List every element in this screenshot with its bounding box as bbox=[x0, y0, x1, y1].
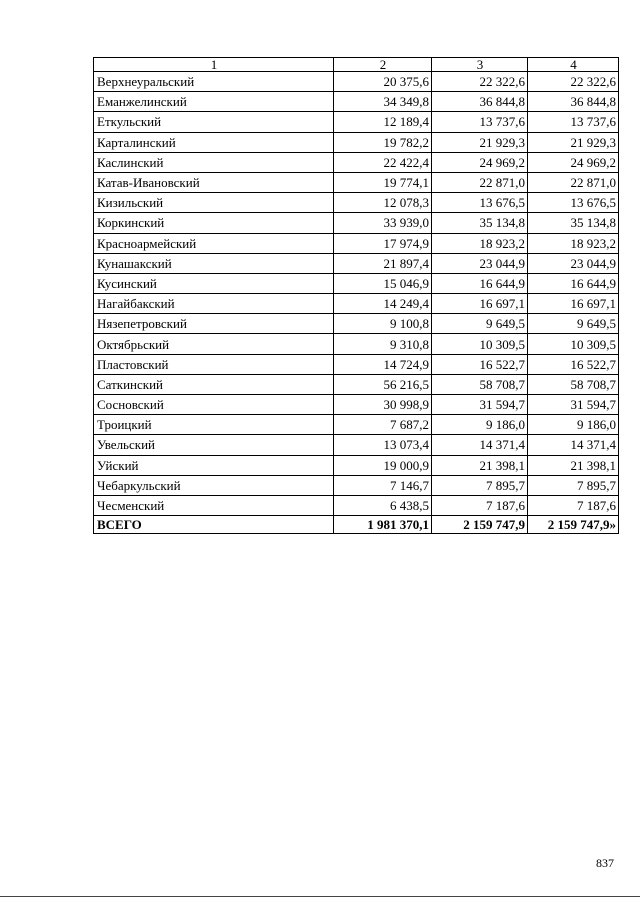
value-col-3: 22 871,0 bbox=[432, 172, 528, 192]
district-name: Увельский bbox=[94, 435, 334, 455]
table-row bbox=[94, 213, 619, 233]
table-row bbox=[94, 72, 619, 92]
column-header-3: 3 bbox=[432, 58, 528, 72]
table-row bbox=[94, 253, 619, 273]
district-name: Каслинский bbox=[94, 152, 334, 172]
value-col-2: 6 438,5 bbox=[334, 495, 432, 515]
district-name: Еткульский bbox=[94, 112, 334, 132]
value-col-4: 10 309,5 bbox=[528, 334, 619, 354]
value-col-2: 21 897,4 bbox=[334, 253, 432, 273]
total-row bbox=[94, 516, 619, 534]
value-col-3: 21 929,3 bbox=[432, 132, 528, 152]
value-col-2: 12 078,3 bbox=[334, 193, 432, 213]
value-col-3: 31 594,7 bbox=[432, 395, 528, 415]
value-col-3: 10 309,5 bbox=[432, 334, 528, 354]
column-header-1: 1 bbox=[94, 58, 334, 72]
table-row bbox=[94, 435, 619, 455]
value-col-3: 16 697,1 bbox=[432, 294, 528, 314]
value-col-4: 22 871,0 bbox=[528, 172, 619, 192]
value-col-3: 22 322,6 bbox=[432, 72, 528, 92]
header-row bbox=[94, 58, 619, 72]
value-col-2: 12 189,4 bbox=[334, 112, 432, 132]
footer-divider bbox=[0, 896, 640, 897]
value-col-2: 9 310,8 bbox=[334, 334, 432, 354]
table-row bbox=[94, 152, 619, 172]
district-name: Троицкий bbox=[94, 415, 334, 435]
value-col-4: 9 649,5 bbox=[528, 314, 619, 334]
value-col-2: 19 000,9 bbox=[334, 455, 432, 475]
table-row bbox=[94, 374, 619, 394]
budget-table bbox=[93, 57, 619, 534]
value-col-4: 31 594,7 bbox=[528, 395, 619, 415]
column-header-4: 4 bbox=[528, 58, 619, 72]
value-col-4: 13 676,5 bbox=[528, 193, 619, 213]
table-row bbox=[94, 495, 619, 515]
value-col-4: 22 322,6 bbox=[528, 72, 619, 92]
district-name: Верхнеуральский bbox=[94, 72, 334, 92]
table-row bbox=[94, 193, 619, 213]
value-col-4: 7 895,7 bbox=[528, 475, 619, 495]
value-col-2: 13 073,4 bbox=[334, 435, 432, 455]
table-row bbox=[94, 172, 619, 192]
district-name: Пластовский bbox=[94, 354, 334, 374]
district-name: Сосновский bbox=[94, 395, 334, 415]
value-col-4: 35 134,8 bbox=[528, 213, 619, 233]
value-col-3: 13 676,5 bbox=[432, 193, 528, 213]
district-name: Чебаркульский bbox=[94, 475, 334, 495]
value-col-2: 19 782,2 bbox=[334, 132, 432, 152]
value-col-3: 16 522,7 bbox=[432, 354, 528, 374]
table-row bbox=[94, 112, 619, 132]
value-col-3: 9 186,0 bbox=[432, 415, 528, 435]
table-row bbox=[94, 415, 619, 435]
table-row bbox=[94, 334, 619, 354]
district-name: Нагайбакский bbox=[94, 294, 334, 314]
value-col-4: 58 708,7 bbox=[528, 374, 619, 394]
total-value-2: 1 981 370,1 bbox=[334, 516, 432, 534]
value-col-4: 24 969,2 bbox=[528, 152, 619, 172]
value-col-2: 14 724,9 bbox=[334, 354, 432, 374]
value-col-2: 33 939,0 bbox=[334, 213, 432, 233]
value-col-2: 14 249,4 bbox=[334, 294, 432, 314]
table-row bbox=[94, 233, 619, 253]
value-col-3: 35 134,8 bbox=[432, 213, 528, 233]
value-col-2: 56 216,5 bbox=[334, 374, 432, 394]
table-row bbox=[94, 294, 619, 314]
value-col-2: 7 146,7 bbox=[334, 475, 432, 495]
value-col-2: 34 349,8 bbox=[334, 92, 432, 112]
district-name: Катав-Ивановский bbox=[94, 172, 334, 192]
total-value-3: 2 159 747,9 bbox=[432, 516, 528, 534]
value-col-3: 18 923,2 bbox=[432, 233, 528, 253]
total-label: ВСЕГО bbox=[94, 516, 334, 534]
value-col-3: 24 969,2 bbox=[432, 152, 528, 172]
value-col-2: 30 998,9 bbox=[334, 395, 432, 415]
value-col-3: 7 895,7 bbox=[432, 475, 528, 495]
district-name: Чесменский bbox=[94, 495, 334, 515]
value-col-4: 23 044,9 bbox=[528, 253, 619, 273]
value-col-2: 15 046,9 bbox=[334, 273, 432, 293]
district-name: Нязепетровский bbox=[94, 314, 334, 334]
table-row bbox=[94, 395, 619, 415]
value-col-4: 13 737,6 bbox=[528, 112, 619, 132]
value-col-3: 14 371,4 bbox=[432, 435, 528, 455]
district-name: Красноармейский bbox=[94, 233, 334, 253]
value-col-3: 21 398,1 bbox=[432, 455, 528, 475]
column-header-2: 2 bbox=[334, 58, 432, 72]
district-name: Кусинский bbox=[94, 273, 334, 293]
table-row bbox=[94, 475, 619, 495]
value-col-2: 7 687,2 bbox=[334, 415, 432, 435]
value-col-4: 14 371,4 bbox=[528, 435, 619, 455]
value-col-4: 36 844,8 bbox=[528, 92, 619, 112]
value-col-4: 16 522,7 bbox=[528, 354, 619, 374]
value-col-3: 36 844,8 bbox=[432, 92, 528, 112]
total-value-4: 2 159 747,9» bbox=[528, 516, 619, 534]
table-row bbox=[94, 132, 619, 152]
district-name: Кунашакский bbox=[94, 253, 334, 273]
page-number: 837 bbox=[596, 856, 614, 870]
value-col-4: 16 697,1 bbox=[528, 294, 619, 314]
value-col-2: 20 375,6 bbox=[334, 72, 432, 92]
value-col-3: 16 644,9 bbox=[432, 273, 528, 293]
table-row bbox=[94, 455, 619, 475]
value-col-3: 9 649,5 bbox=[432, 314, 528, 334]
value-col-3: 23 044,9 bbox=[432, 253, 528, 273]
value-col-4: 9 186,0 bbox=[528, 415, 619, 435]
value-col-4: 16 644,9 bbox=[528, 273, 619, 293]
district-name: Кизильский bbox=[94, 193, 334, 213]
table-row bbox=[94, 314, 619, 334]
value-col-3: 58 708,7 bbox=[432, 374, 528, 394]
value-col-4: 18 923,2 bbox=[528, 233, 619, 253]
value-col-3: 7 187,6 bbox=[432, 495, 528, 515]
value-col-2: 17 974,9 bbox=[334, 233, 432, 253]
table-row bbox=[94, 92, 619, 112]
district-name: Саткинский bbox=[94, 374, 334, 394]
value-col-4: 21 398,1 bbox=[528, 455, 619, 475]
value-col-2: 19 774,1 bbox=[334, 172, 432, 192]
value-col-4: 21 929,3 bbox=[528, 132, 619, 152]
district-name: Октябрьский bbox=[94, 334, 334, 354]
table-row bbox=[94, 354, 619, 374]
value-col-2: 22 422,4 bbox=[334, 152, 432, 172]
district-name: Еманжелинский bbox=[94, 92, 334, 112]
district-name: Коркинский bbox=[94, 213, 334, 233]
district-name: Карталинский bbox=[94, 132, 334, 152]
value-col-4: 7 187,6 bbox=[528, 495, 619, 515]
table-row bbox=[94, 273, 619, 293]
value-col-2: 9 100,8 bbox=[334, 314, 432, 334]
value-col-3: 13 737,6 bbox=[432, 112, 528, 132]
district-name: Уйский bbox=[94, 455, 334, 475]
table-body bbox=[94, 72, 619, 534]
